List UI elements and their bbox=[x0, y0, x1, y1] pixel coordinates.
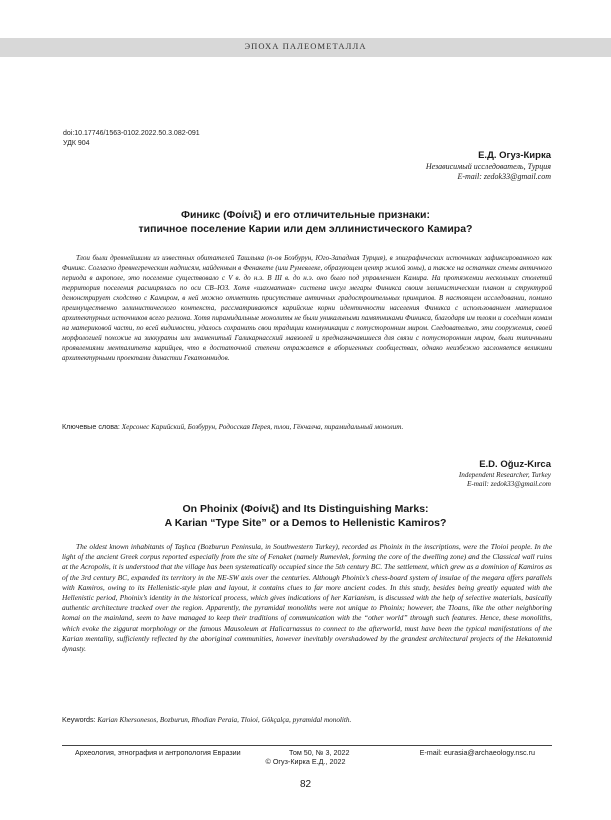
author-name-ru: Е.Д. Огуз-Кирка bbox=[478, 150, 551, 161]
keywords-ru bbox=[62, 422, 552, 432]
title-ru-line-2: типичное поселение Карии или дем эллинистического Камира? bbox=[138, 223, 473, 235]
abstract-ru-text: Тлои были древнейшими из известных обитателей Ташлыка (п-ов Бозбурун, Юго-Западная Турция), в эпиграфических источниках зафиксированного как Финикс. Согласно древнегреческим надписям, найденным в Фенакете (или Румевлеке, образующем центр жилой зоны), а также на остатках стены античного периода в акрополе, это поселение существовало с V в. до н.э. В III в. до н.э. оно было под управлением Камира. На протяжении нескольких столетий территория поселения расширялась по оси СВ–ЮЗ. Хотя «шахматная» система инсул мегары Финикса своим эллинистическим планом и структурой демонстрирует сходство с Камиром, в ней можно отметить присутствие античных градостроительных принципов. В настоящем исследовании, помимо преимущественно эллинистического контекста, рассматриваются карийские корни идентичности населения Финикса с использованием материалов архитектурных источников всего региона. Хотя пирамидальные монолиты не были уникальными памятниками Финикса, благодаря им тлоям и соседним комам на материковой части, по всей видимости, удалось сохранить свои традиции коммуникации с потусторонним миром. Следовательно, эти сооружения, своей морфологией похожие на зиккураты или знаменитый Галикарнасский мавзолей и предназначавшиеся для связи с потусторонним миром, были типичными проявлениями менталитета карийцев, что в достаточной степени отражается в аборигенных сообществах, однако неизбежно заслоняется великими архитектурными проектами династии Гекатомнидов. bbox=[62, 254, 552, 363]
article-metadata bbox=[63, 129, 200, 148]
keywords-en-value: Karian Khersonesos, Bozburun, Rhodian Peraia, Tloioi, Gökçalça, pyramidal monolith. bbox=[97, 716, 352, 724]
title-en-line-1: On Phoinix (Φοίνιξ) and Its Distinguishing Marks: bbox=[182, 503, 429, 515]
footer-divider bbox=[62, 745, 552, 746]
author-name-en: E.D. Oğuz-Kırca bbox=[479, 459, 551, 470]
article-title-en bbox=[60, 502, 551, 530]
title-ru-line-1: Финикс (Φοίνιξ) и его отличительные признаки: bbox=[181, 209, 430, 221]
title-en-line-2: A Karian “Type Site” or a Demos to Hellenistic Kamiros? bbox=[164, 517, 447, 529]
abstract-ru bbox=[62, 253, 552, 364]
article-title-ru bbox=[60, 208, 551, 236]
footer-volume: Том 50, № 3, 2022 bbox=[289, 748, 350, 757]
keywords-en bbox=[62, 715, 552, 725]
keywords-en-label: Keywords: bbox=[62, 715, 96, 724]
author-affiliation-en: Independent Researcher, Turkey bbox=[458, 471, 551, 479]
keywords-ru-label: Ключевые слова: bbox=[62, 422, 120, 431]
udk-code: УДК 904 bbox=[63, 139, 90, 147]
keywords-ru-value: Херсонес Карийский, Бозбурун, Родосская Перея, тлои, Гёкчалча, пирамидальный монолит. bbox=[121, 423, 404, 431]
author-block-en bbox=[459, 459, 551, 489]
doi[interactable]: doi:10.17746/1563-0102.2022.50.3.082-091 bbox=[63, 130, 200, 137]
author-email-en[interactable]: E-mail: zedok33@gmail.com bbox=[466, 480, 551, 488]
abstract-en-text: The oldest known inhabitants of Taşlıca (Bozburun Peninsula, in Southwestern Turkey), recorded as Phoinix in the inscriptions, were the Tloioi people. In the light of the ancient Greek corpus reported especially from the site of Fenaket (namely Rumevlek, forming the core of the dwelling zone) and the Classical wall ruins at the Acropolis, it is understood that the village has been systematically occupied since the 5th century BC. The settlement, which grew as a dominion of Kamiros as of the 3rd century BC, expanded its territory in the NE-SW axis over the centuries. Although Phoinix’s chess-board system of insulae of the megara offers parallels with Kamiros, owing to its Hellenistic-style plan and layout, it contains clues to far more ancient codes. In this study, besides being greatly equated with the Hellenistic period, Phoinix’s identity in the historical process, which gives indications of her Karianism, is discussed with the help of selective materials, basically authentic architecture tracked over the region. Apparently, the pyramidal monoliths were not unique to Phoinix; however, the Tloans, like the other neighboring komai on the mainland, seem to have managed to keep their traditions of communication with the “other world” through such features. Hence, these monoliths, which evoke the ziggurat morphology or the famous Mausoleum at Halicarnassus to connect to the afterworld, must have been the typical manifestations of the Karian mentality, sufficiently reflected by the aboriginal communities, however inevitably overshadowed by the grandest architectural projects of the Hekatomnid dynasty. bbox=[62, 542, 552, 654]
footer-email[interactable]: E-mail: eurasia@archaeology.nsc.ru bbox=[419, 748, 535, 757]
section-header-title: ЭПОХА ПАЛЕОМЕТАЛЛА bbox=[244, 41, 367, 51]
author-email-ru[interactable]: E-mail: zedok33@gmail.com bbox=[457, 172, 551, 181]
footer-copyright: © Огуз-Кирка Е.Д., 2022 bbox=[265, 757, 346, 766]
page-number: 82 bbox=[299, 779, 312, 790]
abstract-en bbox=[62, 542, 552, 654]
author-block-ru bbox=[426, 150, 551, 182]
footer-journal-name: Археология, этнография и антропология Евразии bbox=[75, 748, 241, 757]
author-affiliation-ru: Независимый исследователь, Турция bbox=[425, 162, 551, 171]
